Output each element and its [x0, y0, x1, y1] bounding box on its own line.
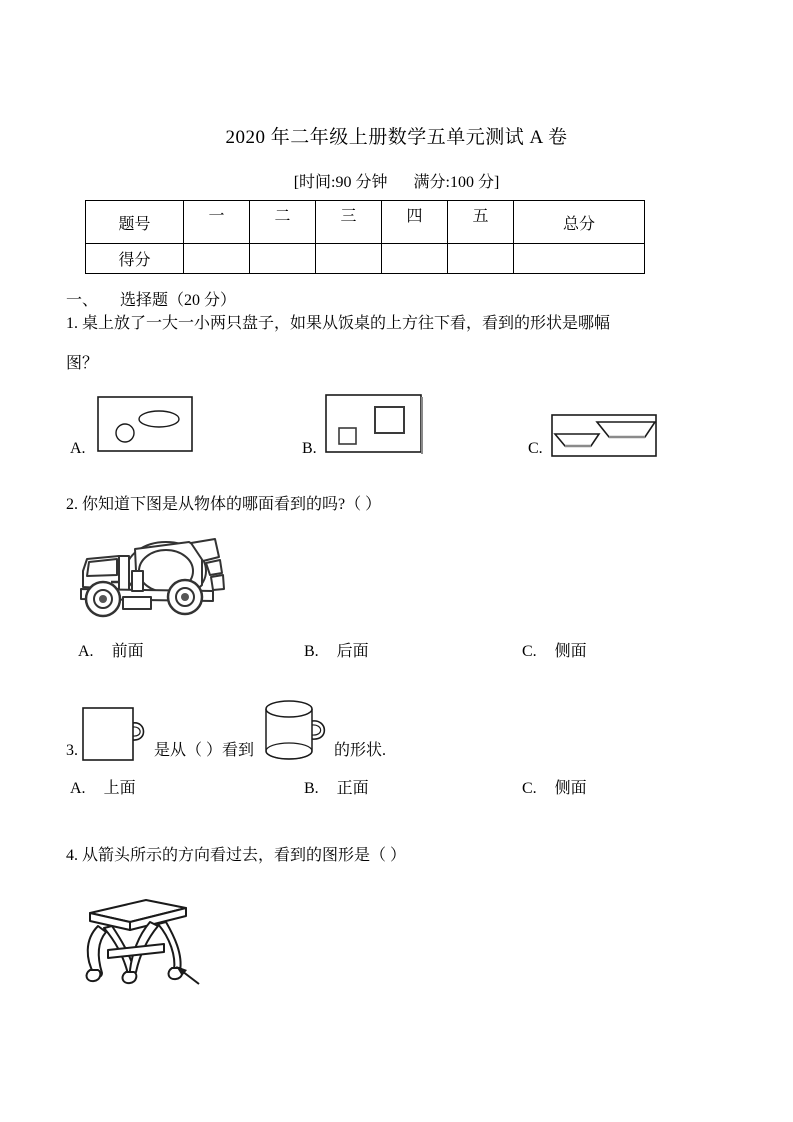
question-3-index: 3. [66, 742, 78, 759]
column-header-total: 总分 [514, 201, 645, 244]
question-2-text: 2. 你知道下图是从物体的哪面看到的吗?（ ） [66, 496, 382, 513]
figure-cement-mixer-truck [63, 527, 235, 619]
column-header-1: 一 [184, 201, 250, 244]
question-3-option-b[interactable] [304, 775, 369, 798]
question-2-option-a-label: A. [78, 643, 94, 660]
figure-stool-with-arrow [68, 888, 206, 988]
score-cell-2[interactable] [250, 244, 316, 274]
score-table [85, 200, 645, 274]
question-2-option-c-label: C. [522, 643, 537, 660]
question-3-option-a-text: 上面 [103, 780, 136, 797]
question-4-text: 4. 从箭头所示的方向看过去，看到的图形是（ ） [66, 847, 407, 864]
question-3-option-c[interactable] [522, 775, 587, 798]
row-label-score: 得分 [86, 244, 184, 274]
row-label-question-number: 题号 [86, 201, 184, 244]
question-2-option-c-text: 侧面 [554, 643, 587, 660]
column-header-5: 五 [448, 201, 514, 244]
question-2-option-c[interactable] [522, 638, 587, 661]
question-2-option-a-text: 前面 [111, 643, 144, 660]
column-header-4: 四 [382, 201, 448, 244]
question-1-option-b-label[interactable]: B. [302, 440, 317, 457]
score-cell-3[interactable] [316, 244, 382, 274]
question-3-option-b-label: B. [304, 780, 319, 797]
exam-time: [时间:90 分钟 [293, 174, 388, 191]
question-3-option-a-label: A. [70, 780, 86, 797]
question-1-option-a-label[interactable]: A. [70, 440, 86, 457]
score-cell-4[interactable] [382, 244, 448, 274]
question-2-option-a[interactable] [78, 638, 144, 661]
question-3-option-c-text: 侧面 [554, 780, 587, 797]
score-cell-total[interactable] [514, 244, 645, 274]
question-3-option-b-text: 正面 [336, 780, 369, 797]
question-1-line-2: 图？ [66, 355, 99, 372]
column-header-3: 三 [316, 201, 382, 244]
question-3-option-c-label: C. [522, 780, 537, 797]
score-cell-1[interactable] [184, 244, 250, 274]
column-header-2: 二 [250, 201, 316, 244]
question-1-option-c-label[interactable]: C. [528, 440, 543, 457]
question-3-suffix-text: 的形状. [334, 742, 387, 759]
figure-plates-top-view-circles [97, 396, 193, 452]
question-3-line [66, 719, 386, 775]
table-row-header [86, 201, 645, 244]
exam-meta [0, 169, 793, 192]
figure-mug-3d-cylinder [258, 719, 334, 775]
section-index: 一、 [66, 292, 99, 309]
figure-plates-top-view-squares [325, 394, 423, 454]
page-title: 2020 年二年级上册数学五单元测试 A 卷 [225, 127, 568, 148]
question-2-option-b[interactable] [304, 638, 369, 661]
table-row-score [86, 244, 645, 274]
figure-cup-front-view-rectangle [82, 721, 154, 775]
figure-plates-side-view-trapezoids [551, 414, 657, 457]
question-2-option-b-text: 后面 [336, 643, 369, 660]
question-3-option-a[interactable] [70, 775, 136, 798]
section-heading-one [66, 287, 236, 310]
question-1-line-1: 1. 桌上放了一大一小两只盘子，如果从饭桌的上方往下看，看到的形状是哪幅 [66, 315, 611, 332]
score-cell-5[interactable] [448, 244, 514, 274]
question-2-option-b-label: B. [304, 643, 319, 660]
question-3-middle-text: 是从（ ）看到 [154, 742, 255, 759]
exam-full-score: 满分:100 分] [413, 174, 500, 191]
section-title: 选择题（20 分） [120, 292, 237, 309]
